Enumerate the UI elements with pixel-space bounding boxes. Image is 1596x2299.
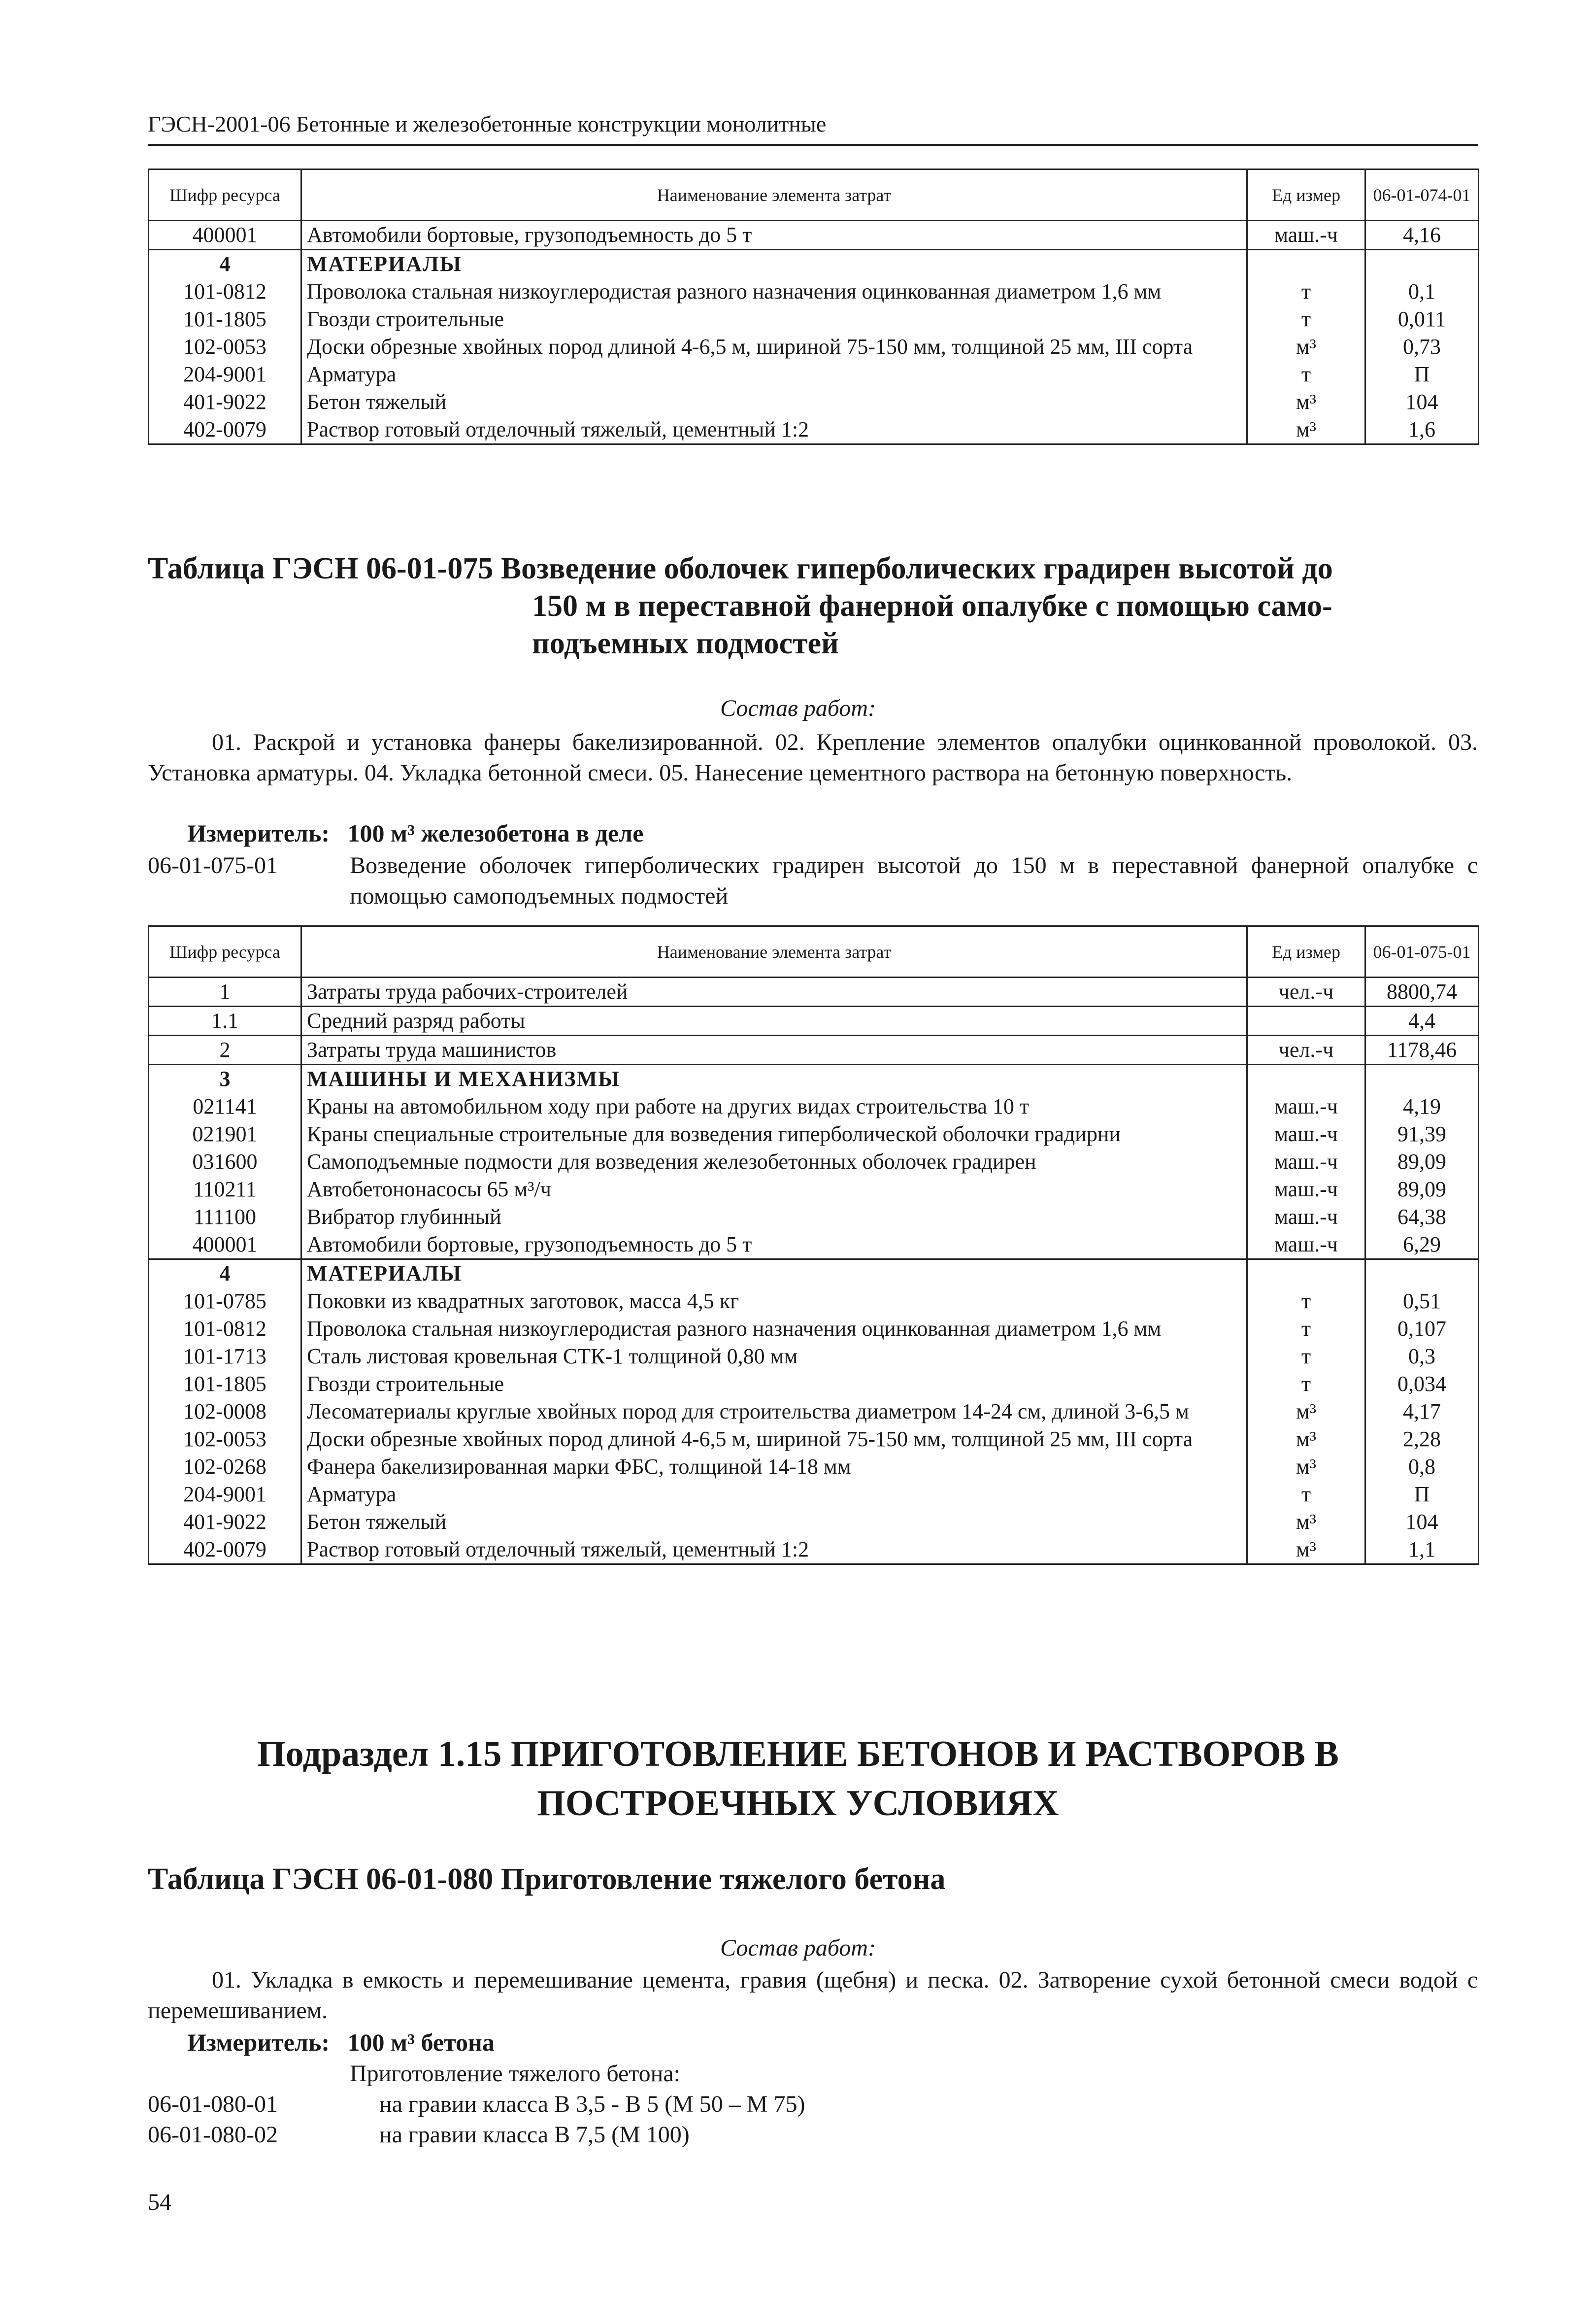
table-row (149, 305, 1479, 333)
cell-name: МАТЕРИАЛЫ (301, 1259, 1247, 1288)
table-row (149, 1176, 1479, 1203)
cell-name: Затраты труда машинистов (301, 1036, 1247, 1065)
cell-code: 402-0079 (149, 1536, 301, 1564)
cell-name: Автомобили бортовые, грузоподъемность до 5 т (301, 221, 1247, 250)
column-header-unit: Ед измер (1247, 926, 1365, 978)
cell-name: Проволока стальная низкоуглеродистая разного назначения оцинкованная диаметром 1,6 мм (301, 1315, 1247, 1343)
cell-value: 91,39 (1365, 1120, 1479, 1148)
cell-code: 400001 (149, 1231, 301, 1259)
column-header-norm: 06-01-074-01 (1365, 169, 1479, 221)
cell-value (1365, 250, 1479, 278)
cell-code: 102-0053 (149, 1425, 301, 1453)
cell-code: 401-9022 (149, 388, 301, 416)
cell-code: 101-0812 (149, 278, 301, 305)
table-row (149, 1203, 1479, 1231)
cell-name: Бетон тяжелый (301, 388, 1247, 416)
table-row (149, 1148, 1479, 1176)
cell-code: 3 (149, 1065, 301, 1093)
cell-name: МАТЕРИАЛЫ (301, 250, 1247, 278)
cell-value: 0,8 (1365, 1453, 1479, 1481)
cell-unit: т (1247, 361, 1365, 388)
cell-code: 1 (149, 978, 301, 1007)
cell-unit: маш.-ч (1247, 1176, 1365, 1203)
cell-unit (1247, 250, 1365, 278)
table-title-06-01-080: Таблица ГЭСН 06-01-080 Приготовление тяжелого бетона (148, 1862, 946, 1896)
table-row (149, 361, 1479, 388)
cell-value: 0,011 (1365, 305, 1479, 333)
table-row (149, 1425, 1479, 1453)
table-row (149, 1398, 1479, 1425)
cell-code: 4 (149, 1259, 301, 1288)
cell-value: 4,4 (1365, 1007, 1479, 1036)
meter-label-2: Измеритель: (187, 2029, 330, 2056)
cell-code: 402-0079 (149, 416, 301, 444)
cell-value: 4,17 (1365, 1398, 1479, 1425)
cell-name: Самоподъемные подмости для возведения железобетонных оболочек градирен (301, 1148, 1247, 1176)
cell-unit: т (1247, 1315, 1365, 1343)
cell-unit: т (1247, 1370, 1365, 1398)
norm-variant-code: 06-01-080-02 (148, 2122, 278, 2148)
column-header-unit: Ед измер (1247, 169, 1365, 221)
cell-code: 204-9001 (149, 1481, 301, 1508)
table-row (149, 1343, 1479, 1370)
cell-code: 400001 (149, 221, 301, 250)
page-number: 54 (148, 2189, 171, 2215)
cell-unit: м³ (1247, 388, 1365, 416)
cell-code: 101-1713 (149, 1343, 301, 1370)
cell-unit (1247, 1259, 1365, 1288)
cell-unit: чел.-ч (1247, 1036, 1365, 1065)
cell-value: 0,1 (1365, 278, 1479, 305)
cell-name: Фанера бакелизированная марки ФБС, толщиной 14-18 мм (301, 1453, 1247, 1481)
column-header-code: Шифр ресурса (149, 169, 301, 221)
table-row (149, 1007, 1479, 1036)
column-header-name: Наименование элемента затрат (301, 926, 1247, 978)
cell-unit: чел.-ч (1247, 978, 1365, 1007)
cell-code: 204-9001 (149, 361, 301, 388)
cell-name: Затраты труда рабочих-строителей (301, 978, 1247, 1007)
cell-code: 2 (149, 1036, 301, 1065)
cell-unit: т (1247, 278, 1365, 305)
header-rule (148, 144, 1478, 146)
cell-unit: т (1247, 1287, 1365, 1315)
cell-code: 101-0785 (149, 1287, 301, 1315)
cell-code: 102-0053 (149, 333, 301, 361)
meter-line (187, 818, 643, 848)
cell-unit: маш.-ч (1247, 221, 1365, 250)
cell-unit: т (1247, 1343, 1365, 1370)
table-row (149, 333, 1479, 361)
resource-table-06-01-074 (148, 169, 1479, 445)
cell-code: 1.1 (149, 1007, 301, 1036)
cell-code: 021901 (149, 1120, 301, 1148)
table-title-06-01-075 (148, 550, 1478, 662)
cell-unit: маш.-ч (1247, 1093, 1365, 1120)
table-row (149, 278, 1479, 305)
column-header-norm: 06-01-075-01 (1365, 926, 1479, 978)
cell-value (1365, 1065, 1479, 1093)
cell-value: 0,107 (1365, 1315, 1479, 1343)
table-row (149, 1065, 1479, 1093)
cell-value: 4,16 (1365, 221, 1479, 250)
resource-table-06-01-075 (148, 925, 1479, 1565)
cell-value: 0,3 (1365, 1343, 1479, 1370)
table2-body (149, 978, 1479, 1564)
cell-name: Средний разряд работы (301, 1007, 1247, 1036)
cell-value: 1178,46 (1365, 1036, 1479, 1065)
cell-value: 0,034 (1365, 1370, 1479, 1398)
cell-value: 104 (1365, 1508, 1479, 1536)
cell-unit: м³ (1247, 1508, 1365, 1536)
cell-value: 104 (1365, 388, 1479, 416)
cell-name: Арматура (301, 1481, 1247, 1508)
table-row (149, 221, 1479, 250)
subsection-line-2: ПОСТРОЕЧНЫХ УСЛОВИЯХ (537, 1783, 1059, 1824)
cell-code: 101-1805 (149, 1370, 301, 1398)
running-head: ГЭСН-2001-06 Бетонные и железобетонные конструкции монолитные (148, 111, 827, 136)
cell-value: 0,73 (1365, 333, 1479, 361)
cell-code: 4 (149, 250, 301, 278)
table-row (149, 1287, 1479, 1315)
cell-value: 89,09 (1365, 1148, 1479, 1176)
table-row (149, 1370, 1479, 1398)
cell-unit: маш.-ч (1247, 1231, 1365, 1259)
column-header-name: Наименование элемента затрат (301, 169, 1247, 221)
cell-value: П (1365, 1481, 1479, 1508)
cell-code: 102-0268 (149, 1453, 301, 1481)
table-row (149, 1508, 1479, 1536)
table-row (149, 1093, 1479, 1120)
cell-value: П (1365, 361, 1479, 388)
cell-name: Сталь листовая кровельная СТК-1 толщиной 0,80 мм (301, 1343, 1247, 1370)
norm-variant-description: на гравии класса В 7,5 (М 100) (379, 2122, 690, 2148)
table-row (149, 1231, 1479, 1259)
cell-name: МАШИНЫ И МЕХАНИЗМЫ (301, 1065, 1247, 1093)
cell-code: 021141 (149, 1093, 301, 1120)
cell-name: Арматура (301, 361, 1247, 388)
cell-name: Краны на автомобильном ходу при работе на других видах строительства 10 т (301, 1093, 1247, 1120)
cell-code: 111100 (149, 1203, 301, 1231)
cell-name: Автобетононасосы 65 м³/ч (301, 1176, 1247, 1203)
cell-unit: маш.-ч (1247, 1120, 1365, 1148)
table-row (149, 1036, 1479, 1065)
cell-name: Лесоматериалы круглые хвойных пород для строительства диаметром 14-24 см, длиной 3-6,5 м (301, 1398, 1247, 1425)
cell-value (1365, 1259, 1479, 1288)
table-title-line-2: 150 м в переставной фанерной опалубке с помощью само- (532, 589, 1332, 623)
cell-code: 102-0008 (149, 1398, 301, 1425)
cell-unit: м³ (1247, 416, 1365, 444)
cell-name: Гвозди строительные (301, 1370, 1247, 1398)
cell-name: Доски обрезные хвойных пород длиной 4-6,5 м, шириной 75-150 мм, толщиной 25 мм, III сорта (301, 333, 1247, 361)
subsection-line-1: Подраздел 1.15 ПРИГОТОВЛЕНИЕ БЕТОНОВ И РАСТВОРОВ В (257, 1734, 1339, 1774)
cell-unit (1247, 1065, 1365, 1093)
cell-value: 4,19 (1365, 1093, 1479, 1120)
subsection-heading (0, 1729, 1596, 1828)
table-row (149, 1315, 1479, 1343)
table-title-line-3: подъемных подмостей (532, 627, 839, 660)
composition-label: Состав работ: (720, 695, 876, 721)
cell-unit: т (1247, 305, 1365, 333)
cell-unit: м³ (1247, 1536, 1365, 1564)
composition-label-2: Состав работ: (720, 1935, 876, 1961)
norm-item-code: 06-01-075-01 (148, 852, 278, 879)
cell-code: 110211 (149, 1176, 301, 1203)
cell-value: 1,6 (1365, 416, 1479, 444)
cell-name: Автомобили бортовые, грузоподъемность до 5 т (301, 1231, 1247, 1259)
cell-value: 2,28 (1365, 1425, 1479, 1453)
cell-value: 0,51 (1365, 1287, 1479, 1315)
cell-name: Раствор готовый отделочный тяжелый, цементный 1:2 (301, 1536, 1247, 1564)
table-row (149, 388, 1479, 416)
table-row (149, 1453, 1479, 1481)
norm-variant-code: 06-01-080-01 (148, 2091, 278, 2117)
table-row (149, 978, 1479, 1007)
cell-unit: м³ (1247, 1398, 1365, 1425)
cell-name: Вибратор глубинный (301, 1203, 1247, 1231)
table1-body (149, 221, 1479, 444)
table-row (149, 416, 1479, 444)
meter-value-2: 100 м³ бетона (347, 2029, 495, 2056)
table-row (149, 250, 1479, 278)
cell-value: 8800,74 (1365, 978, 1479, 1007)
cell-value: 64,38 (1365, 1203, 1479, 1231)
cell-code: 101-0812 (149, 1315, 301, 1343)
cell-unit: т (1247, 1481, 1365, 1508)
cell-name: Раствор готовый отделочный тяжелый, цементный 1:2 (301, 416, 1247, 444)
cell-name: Поковки из квадратных заготовок, масса 4,5 кг (301, 1287, 1247, 1315)
composition-text-2: 01. Укладка в емкость и перемешивание цемента, гравия (щебня) и песка. 02. Затворение сухой бетонной смеси водой с перемешиванием. (148, 1967, 1478, 2024)
cell-name: Краны специальные строительные для возведения гиперболической оболочки градирни (301, 1120, 1247, 1148)
cell-code: 031600 (149, 1148, 301, 1176)
cell-unit: м³ (1247, 1425, 1365, 1453)
cell-value: 6,29 (1365, 1231, 1479, 1259)
norm-variant-description: на гравии класса В 3,5 - В 5 (М 50 – М 75) (379, 2091, 805, 2117)
meter-line-2 (187, 2027, 495, 2058)
column-header-code: Шифр ресурса (149, 926, 301, 978)
cell-value: 1,1 (1365, 1536, 1479, 1564)
cell-code: 401-9022 (149, 1508, 301, 1536)
meter-value: 100 м³ железобетона в деле (347, 819, 644, 847)
norm-item-description: Возведение оболочек гиперболических градирен высотой до 150 м в переставной фанерной опалубке с помощью самоподъемных подмостей (350, 852, 1478, 909)
cell-unit: маш.-ч (1247, 1148, 1365, 1176)
cell-unit: м³ (1247, 1453, 1365, 1481)
table-row (149, 1120, 1479, 1148)
cell-name: Доски обрезные хвойных пород длиной 4-6,5 м, шириной 75-150 мм, толщиной 25 мм, III сорта (301, 1425, 1247, 1453)
table-row (149, 1259, 1479, 1288)
cell-name: Проволока стальная низкоуглеродистая разного назначения оцинкованная диаметром 1,6 мм (301, 278, 1247, 305)
cell-name: Бетон тяжелый (301, 1508, 1247, 1536)
cell-unit: м³ (1247, 333, 1365, 361)
composition-text: 01. Раскрой и установка фанеры бакелизированной. 02. Крепление элементов опалубки оцинкованной проволокой. 03. Установка арматуры. 04. Укладка бетонной смеси. 05. Нанесение цементного раствора на бетонную поверхность. (148, 729, 1478, 786)
cell-name: Гвозди строительные (301, 305, 1247, 333)
table-row (149, 1536, 1479, 1564)
variant-intro: Приготовление тяжелого бетона: (350, 2061, 680, 2087)
table-row (149, 1481, 1479, 1508)
table-title-line-1: Таблица ГЭСН 06-01-075 Возведение оболочек гиперболических градирен высотой до (148, 552, 1333, 585)
cell-unit (1247, 1007, 1365, 1036)
cell-unit: маш.-ч (1247, 1203, 1365, 1231)
cell-code: 101-1805 (149, 305, 301, 333)
cell-value: 89,09 (1365, 1176, 1479, 1203)
meter-label: Измеритель: (187, 819, 330, 847)
